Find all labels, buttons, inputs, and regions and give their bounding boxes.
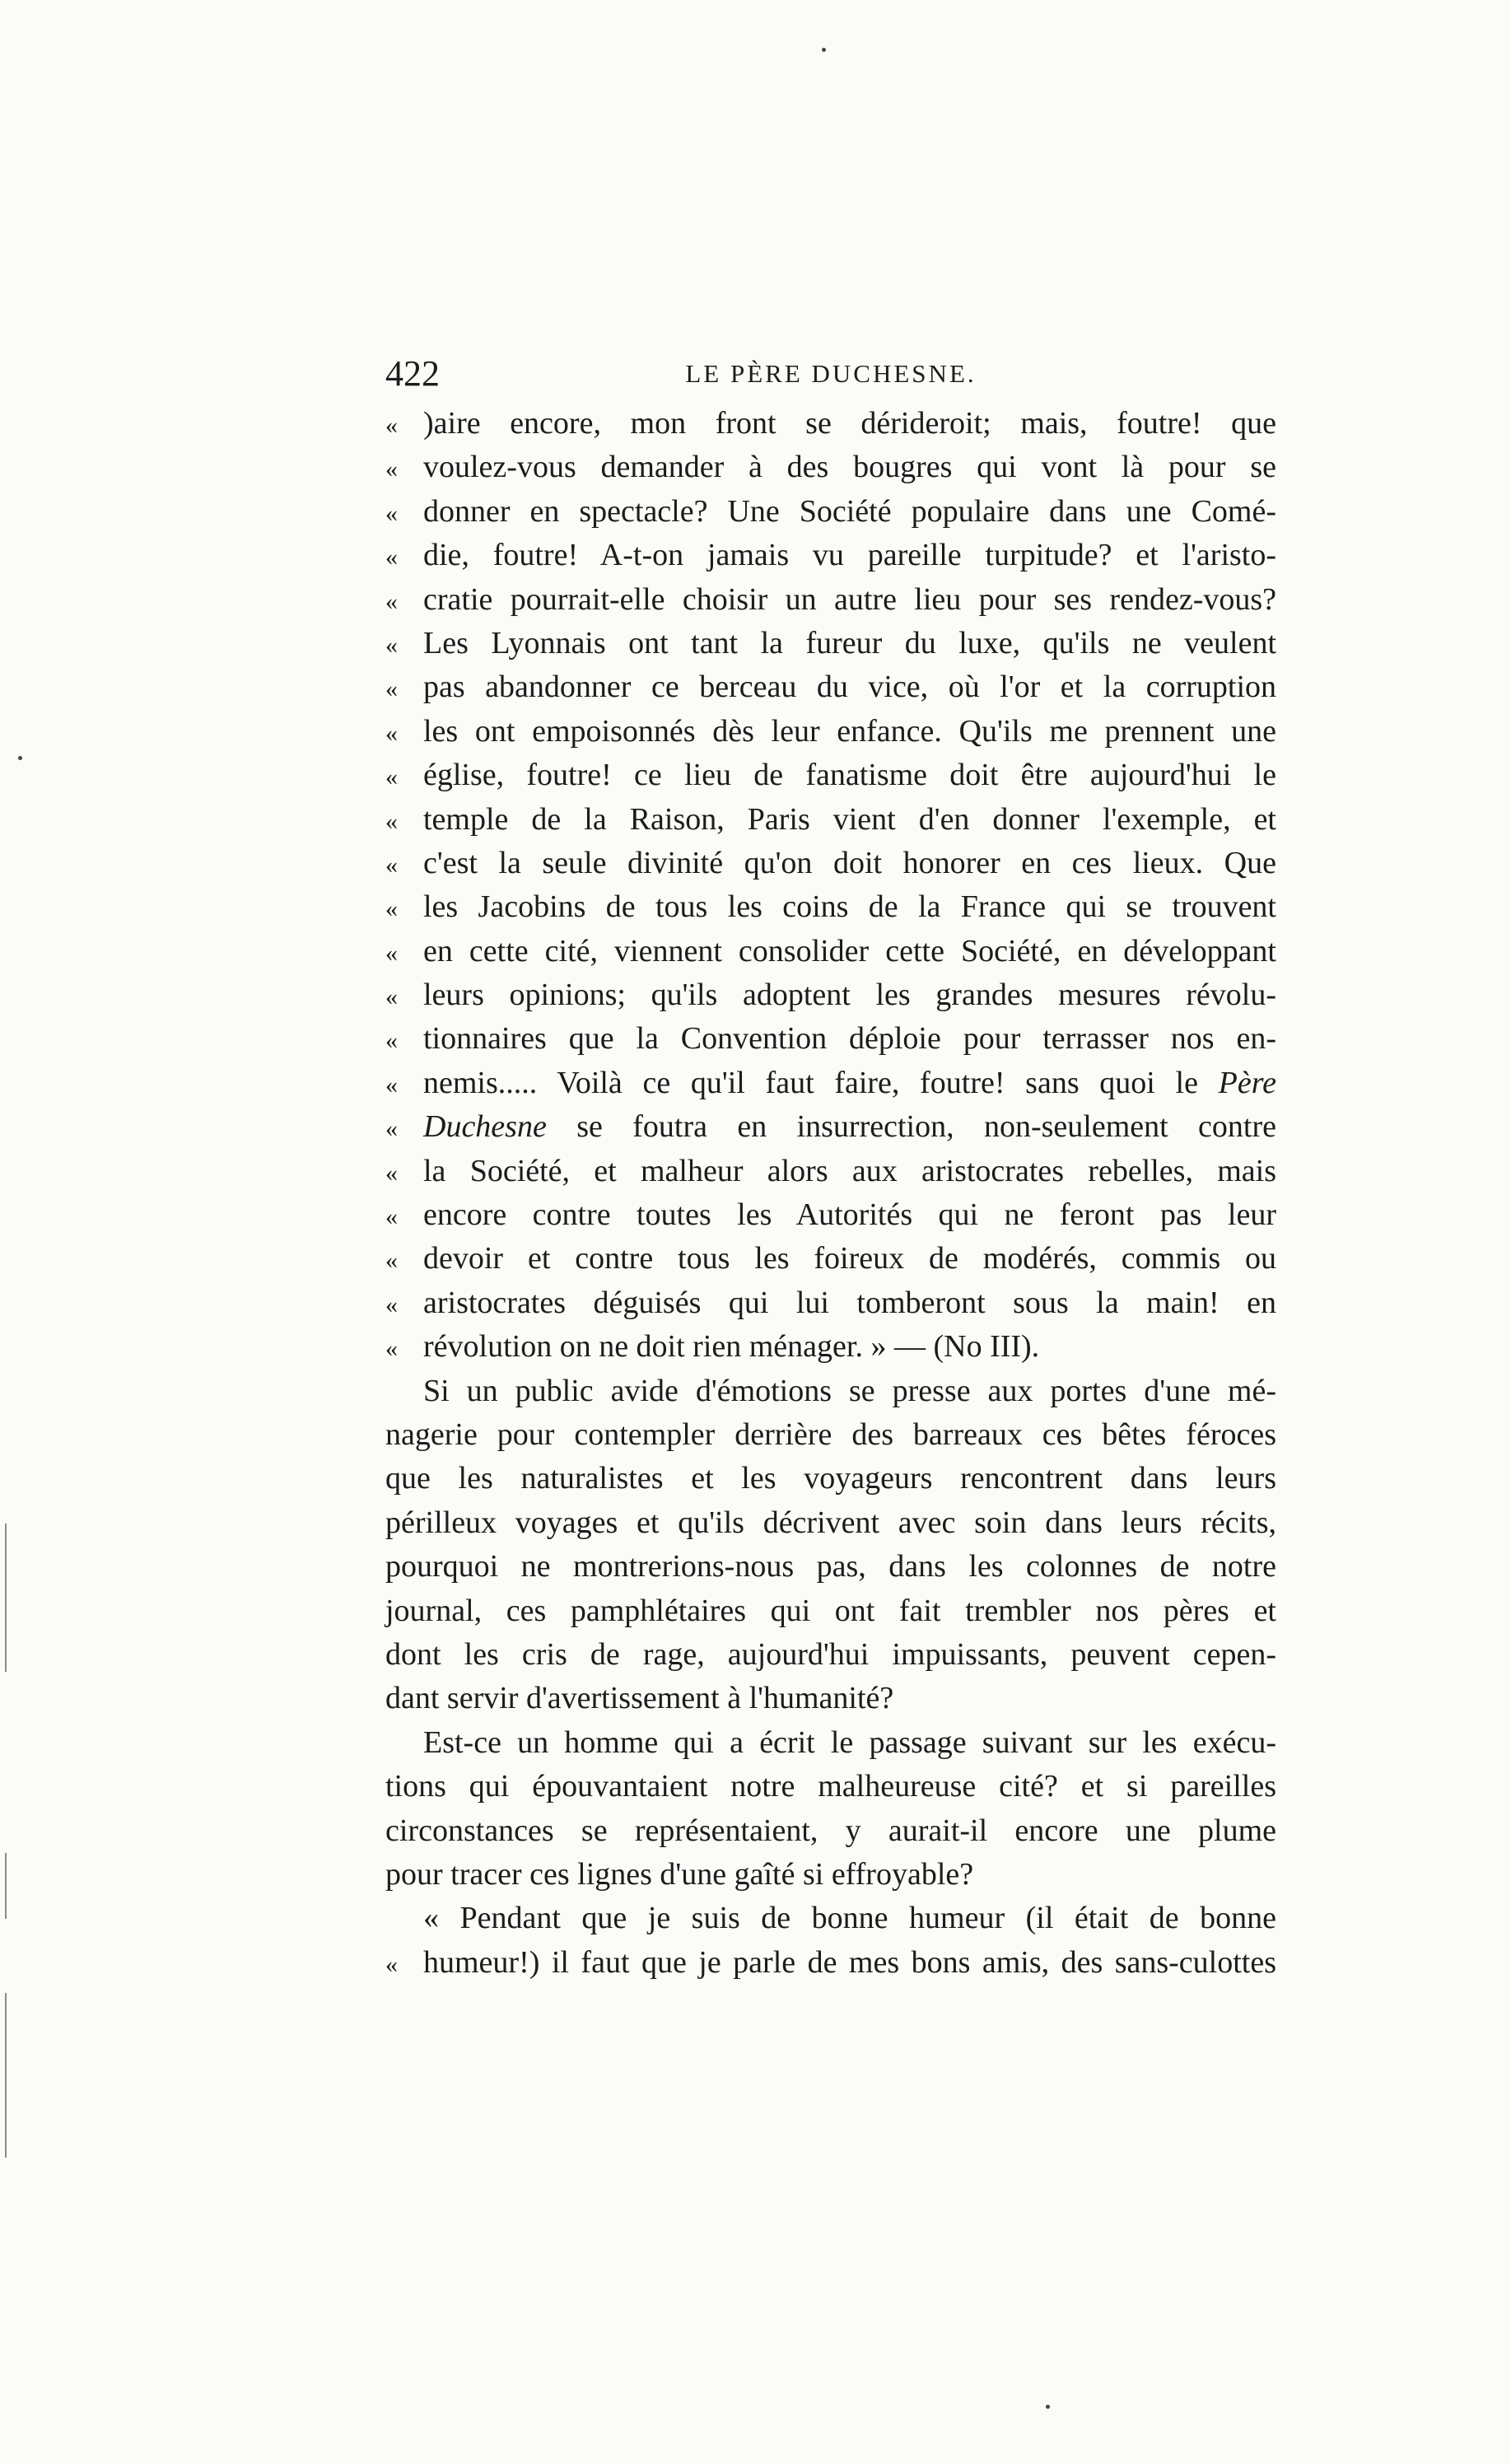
line-text: [423, 973, 1276, 1017]
line-main-text: leurs opinions; qu'ils adoptent les grandes mesures révolu-: [423, 978, 1276, 1013]
line-text: [385, 1370, 1276, 1413]
quote-mark: «: [385, 1335, 398, 1363]
line-main-text: )aire encore, mon front se dérideroit; mais, foutre! que: [423, 406, 1276, 441]
quote-mark: «: [385, 455, 398, 483]
line-text: [423, 1237, 1276, 1281]
line-text: [423, 578, 1276, 622]
line-text: [423, 490, 1276, 534]
line-main-text: journal, ces pamphlétaires qui ont fait trembler nos pères et: [385, 1593, 1276, 1628]
text-line: [385, 842, 1276, 885]
line-text: [423, 1105, 1276, 1149]
line-main-text: Est-ce un homme qui a écrit le passage suivant sur les exécu-: [423, 1724, 1276, 1760]
text-line: [385, 885, 1276, 929]
scan-edge-mark: [5, 1524, 7, 1672]
line-text: [423, 446, 1276, 489]
italic-text: Père: [1218, 1065, 1276, 1100]
line-main-text: révolution on ne doit rien ménager. » — (No III).: [423, 1329, 1040, 1365]
line-text: [423, 710, 1276, 754]
line-text: [423, 885, 1276, 929]
line-text: [385, 1809, 1276, 1853]
quote-mark: «: [385, 544, 398, 572]
line-main-text: les Jacobins de tous les coins de la France qui se trouvent: [423, 889, 1276, 925]
line-main-text: die, foutre! A-t-on jamais vu pareille turpitude? et l'aristo-: [423, 538, 1276, 573]
line-text: [423, 798, 1276, 842]
text-line: [385, 1281, 1276, 1325]
page-number: 422: [385, 353, 440, 394]
running-title: LE PÈRE DUCHESNE.: [685, 359, 977, 388]
line-main-text: humeur!) il faut que je parle de mes bons amis, des sans-culottes: [423, 1944, 1276, 1980]
line-text: [423, 1941, 1276, 1985]
line-text: [423, 402, 1276, 446]
text-line: [385, 1237, 1276, 1281]
page-header: [385, 352, 1276, 402]
line-main-text: les ont empoisonnés dès leur enfance. Qu'ils me prennent une: [423, 713, 1276, 749]
text-line: [385, 1017, 1276, 1061]
scan-speck: [18, 756, 22, 760]
line-main-text: pas abandonner ce berceau du vice, où l'or et la corruption: [423, 670, 1276, 705]
text-line: [385, 578, 1276, 622]
quote-mark: «: [385, 1115, 398, 1143]
line-text: [385, 1853, 1276, 1897]
quote-mark: «: [385, 807, 398, 835]
line-main-text: nagerie pour contempler derrière des barreaux ces bêtes féroces: [385, 1416, 1276, 1452]
text-line: [385, 1150, 1276, 1193]
text-line: [385, 1325, 1276, 1369]
line-main-text: la Société, et malheur alors aux aristocrates rebelles, mais: [423, 1153, 1276, 1188]
quote-mark: «: [385, 983, 398, 1011]
line-text: [423, 842, 1276, 885]
quote-mark: «: [385, 939, 398, 967]
quote-mark: «: [385, 895, 398, 923]
text-line: [385, 710, 1276, 754]
text-line: [385, 1897, 1276, 1940]
text-line: [385, 1633, 1276, 1677]
text-line: [385, 1589, 1276, 1633]
line-main-text: se foutra en insurrection, non-seulement contre: [576, 1109, 1276, 1145]
line-main-text: dant servir d'avertissement à l'humanité?: [385, 1681, 894, 1716]
quote-mark: «: [385, 1071, 398, 1099]
line-main-text: pour tracer ces lignes d'une gaîté si effroyable?: [385, 1856, 974, 1892]
text-line: [385, 1193, 1276, 1237]
line-text: [423, 1193, 1276, 1237]
line-main-text: pourquoi ne montrerions-nous pas, dans les colonnes de notre: [385, 1549, 1276, 1584]
line-main-text: tions qui épouvantaient notre malheureuse cité? et si pareilles: [385, 1769, 1276, 1804]
text-line: [385, 798, 1276, 842]
quote-mark: «: [385, 763, 398, 791]
line-main-text: Les Lyonnais ont tant la fureur du luxe, qu'ils ne veulent: [423, 625, 1276, 660]
scan-speck: [1046, 2405, 1050, 2409]
text-line: [385, 534, 1276, 577]
line-text: [423, 1062, 1276, 1105]
line-text: [385, 1545, 1276, 1589]
line-text: [385, 1457, 1276, 1500]
scan-edge-mark: [5, 1853, 7, 1919]
line-text: [423, 1017, 1276, 1061]
text-line: [385, 1413, 1276, 1457]
line-main-text: c'est la seule divinité qu'on doit honorer en ces lieux. Que: [423, 845, 1276, 880]
text-line: [385, 665, 1276, 709]
text-line: [385, 1545, 1276, 1589]
text-line: [385, 973, 1276, 1017]
line-main-text: Si un public avide d'émotions se presse aux portes d'une mé-: [423, 1373, 1276, 1408]
line-text: [423, 930, 1276, 973]
quote-mark: «: [385, 1203, 398, 1231]
italic-text: Duchesne: [423, 1109, 547, 1145]
text-line: [385, 1457, 1276, 1500]
line-main-text: en cette cité, viennent consolider cette Société, en développant: [423, 933, 1276, 968]
line-text: [385, 1765, 1276, 1808]
line-text: [385, 1501, 1276, 1545]
line-main-text: aristocrates déguisés qui lui tomberont sous la main! en: [423, 1285, 1276, 1320]
line-main-text: voulez-vous demander à des bougres qui vont là pour se: [423, 450, 1276, 485]
text-line: [385, 1062, 1276, 1105]
line-main-text: « Pendant que je suis de bonne humeur (il était de bonne: [423, 1901, 1276, 1936]
line-text: [423, 1325, 1276, 1369]
text-line: [385, 754, 1276, 797]
line-text: [385, 1897, 1276, 1940]
line-text: [423, 1150, 1276, 1193]
line-text: [385, 1677, 1276, 1720]
line-main-text: encore contre toutes les Autorités qui ne feront pas leur: [423, 1197, 1276, 1233]
line-text: [423, 534, 1276, 577]
line-main-text: temple de la Raison, Paris vient d'en donner l'exemple, et: [423, 801, 1276, 837]
text-line: [385, 622, 1276, 665]
quote-mark: «: [385, 587, 398, 615]
line-text: [385, 1633, 1276, 1677]
page-body-text: [385, 402, 1276, 1985]
quote-mark: «: [385, 1290, 398, 1318]
line-text: [385, 1413, 1276, 1457]
line-main-text: tionnaires que la Convention déploie pour terrasser nos en-: [423, 1021, 1276, 1057]
text-line: [385, 446, 1276, 489]
text-line: [385, 1105, 1276, 1149]
text-line: [385, 402, 1276, 446]
line-text: [423, 665, 1276, 709]
line-main-text: église, foutre! ce lieu de fanatisme doit être aujourd'hui le: [423, 758, 1276, 793]
line-text: [423, 622, 1276, 665]
quote-mark: «: [385, 675, 398, 703]
scan-edge-mark: [5, 1993, 7, 2158]
line-main-text: donner en spectacle? Une Société populaire dans une Comé-: [423, 493, 1276, 529]
quote-mark: «: [385, 1247, 398, 1275]
line-main-text: dont les cris de rage, aujourd'hui impuissants, peuvent cepen-: [385, 1636, 1276, 1672]
line-main-text: circonstances se représentaient, y aurait-il encore une plume: [385, 1813, 1276, 1848]
quote-mark: «: [385, 631, 398, 659]
line-main-text: que les naturalistes et les voyageurs rencontrent dans leurs: [385, 1461, 1276, 1496]
scan-speck: [822, 48, 826, 52]
quote-mark: «: [385, 1027, 398, 1055]
line-main-text: devoir et contre tous les foireux de modérés, commis ou: [423, 1241, 1276, 1276]
quote-mark: «: [385, 499, 398, 527]
line-main-text: cratie pourrait-elle choisir un autre lieu pour ses rendez-vous?: [423, 581, 1276, 617]
text-line: [385, 1370, 1276, 1413]
line-text: [385, 1721, 1276, 1765]
text-line: [385, 1853, 1276, 1897]
text-line: [385, 490, 1276, 534]
quote-mark: «: [385, 412, 398, 439]
text-line: [385, 930, 1276, 973]
line-text: [423, 1281, 1276, 1325]
quote-mark: «: [385, 1159, 398, 1187]
quote-mark: «: [385, 719, 398, 747]
text-line: [385, 1809, 1276, 1853]
line-main-text: nemis..... Voilà ce qu'il faut faire, foutre! sans quoi le: [423, 1065, 1198, 1100]
text-line: [385, 1765, 1276, 1808]
quote-mark: «: [385, 851, 398, 879]
text-line: [385, 1721, 1276, 1765]
line-text: [385, 1589, 1276, 1633]
text-line: [385, 1677, 1276, 1720]
quote-mark: «: [385, 1950, 398, 1978]
line-main-text: périlleux voyages et qu'ils décrivent avec soin dans leurs récits,: [385, 1505, 1276, 1540]
text-line: [385, 1501, 1276, 1545]
text-line: [385, 1941, 1276, 1985]
line-text: [423, 754, 1276, 797]
